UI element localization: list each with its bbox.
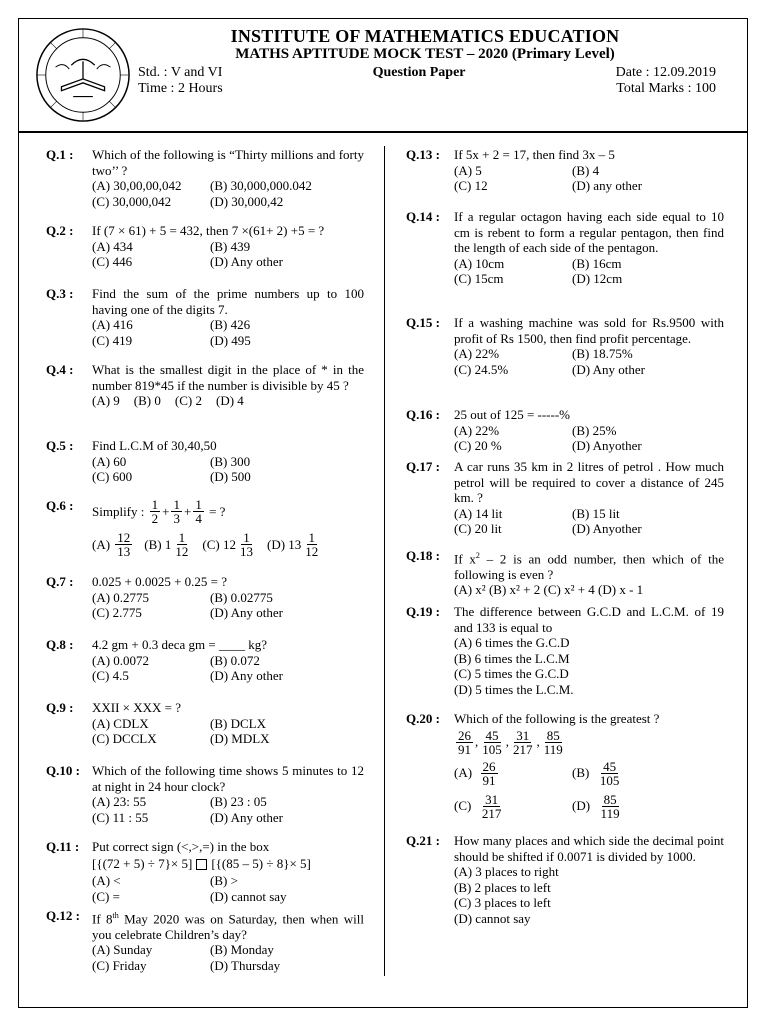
question-18	[406, 548, 724, 604]
option-b: (B) 0.072	[210, 652, 260, 668]
column-divider	[384, 146, 385, 976]
option-d: (D) Any other	[572, 361, 645, 377]
option-c: (C) 20 %	[454, 438, 502, 453]
question-number: Q.10 :	[46, 763, 80, 778]
option-d: (D) cannot say	[454, 910, 531, 926]
options	[92, 454, 364, 485]
option-c: (C) 446	[92, 254, 133, 269]
operator: +	[162, 503, 170, 519]
question-text: If a washing machine was sold for Rs.9500 with profit of Rs 1500, then find profit percentage.	[454, 315, 724, 346]
option-a: (A) $\frac{12}{13}$	[92, 530, 131, 559]
option-d: (D) Any other	[210, 809, 283, 825]
option-a: (A) 0.0072	[92, 652, 150, 668]
option-c: (C) 20 lit	[454, 521, 502, 536]
option-a: (A) 434	[92, 238, 133, 254]
option-b: (B) 25%	[572, 422, 617, 438]
option-a: (A) $\frac{26}{91}$	[454, 758, 496, 788]
question-1	[46, 147, 364, 223]
option-a: (A) 0.2775	[92, 589, 150, 605]
option-a: (A) 10cm	[454, 255, 505, 271]
question-number: Q.7 :	[46, 574, 74, 589]
option-a: (A) CDLX	[92, 715, 149, 731]
question-3	[46, 286, 364, 362]
options	[92, 942, 364, 973]
question-11	[46, 839, 364, 908]
fraction-list: $\frac{26}{91}$ , $\frac{45}{105}$ , $\frac{31}{217}$ , $\frac{85}{119}$	[458, 727, 563, 757]
option-a: (A) 6 times the G.C.D	[454, 635, 570, 650]
question-number: Q.5 :	[46, 438, 74, 453]
options	[454, 760, 724, 820]
question-text: Which of the following is the greatest ?	[454, 711, 660, 726]
options	[92, 716, 364, 747]
operator: +	[183, 503, 192, 519]
question-text: 4.2 gm + 0.3 deca gm = ____ kg?	[92, 637, 267, 652]
options	[92, 393, 364, 409]
options	[92, 531, 364, 558]
header-divider	[18, 131, 748, 133]
option-c: (C) 5 times the G.C.D	[454, 666, 569, 681]
question-text: Which of the following is “Thirty millions and forty two’’ ?	[92, 147, 364, 178]
question-text: Find the sum of the prime numbers up to 100 having one of the digits 7.	[92, 286, 364, 317]
option-b: (B) 18.75%	[572, 346, 633, 361]
option-a: (A) 5	[454, 162, 482, 178]
option-d: (D) 500	[210, 469, 251, 484]
question-text: If 5x + 2 = 17, then find 3x – 5	[454, 147, 615, 162]
question-text: Find L.C.M of 30,40,50	[92, 438, 217, 453]
option-c: (C) DCCLX	[92, 731, 157, 746]
question-19	[406, 604, 724, 711]
option-d: (D) 4	[215, 393, 244, 408]
option-a: (A) 22%	[454, 422, 500, 438]
option-b: (B) DCLX	[210, 715, 266, 731]
question-8	[46, 637, 364, 700]
option-b: (B) 439	[210, 238, 251, 254]
question-6	[46, 498, 364, 574]
option-c: (C) 4.5	[92, 668, 129, 683]
institute-name: INSTITUTE OF MATHEMATICS EDUCATION	[230, 26, 620, 46]
question-2	[46, 223, 364, 286]
option-b: (B) 300	[210, 453, 251, 469]
options	[92, 590, 364, 621]
options	[92, 653, 364, 684]
time-label: Time : 2 Hours	[138, 81, 223, 96]
question-text: Put correct sign (<,>,=) in the box	[92, 839, 270, 854]
option-a: (A) 22%	[454, 346, 500, 361]
question-number: Q.8 :	[46, 637, 74, 652]
option-d: (D) Any other	[210, 254, 283, 269]
option-b: (B) $\frac{45}{105}$	[572, 758, 620, 788]
option-a: (A) 30,00,00,042	[92, 178, 182, 193]
option-b: (B) 1 $\frac{1}{12}$	[144, 530, 189, 559]
option-a: (A) 416	[92, 317, 133, 332]
question-16	[406, 407, 724, 459]
question-number: Q.13 :	[406, 147, 440, 162]
options: (A) x² (B) x² + 2 (C) x² + 4 (D) x - 1	[454, 582, 644, 598]
question-text: XXII × XXX = ?	[92, 700, 182, 715]
question-text: The difference between G.C.D and L.C.M. of 19 and 133 is equal to	[454, 604, 724, 635]
question-number: Q.1 :	[46, 147, 74, 162]
question-14	[406, 209, 724, 315]
header-row-1	[138, 65, 716, 81]
option-c: (C) 15cm	[454, 271, 504, 286]
options	[92, 178, 364, 209]
option-d: (D) cannot say	[210, 888, 287, 904]
options	[454, 864, 724, 926]
option-d: (D) Any other	[210, 605, 283, 620]
comparison-expression	[92, 856, 364, 872]
options	[454, 346, 724, 377]
options	[454, 423, 724, 454]
option-a: (A) 9	[92, 393, 120, 408]
question-number: Q.16 :	[406, 407, 440, 422]
question-number: Q.12 :	[46, 908, 80, 923]
option-b: (B) 426	[210, 317, 251, 332]
option-c: (C) 24.5%	[454, 361, 509, 377]
option-a: (A) 60	[92, 453, 127, 469]
option-b: (B) Monday	[210, 942, 274, 958]
question-20	[406, 711, 724, 833]
header-row-2	[138, 81, 716, 97]
question-number: Q.4 :	[46, 362, 74, 377]
option-d: (D) Any other	[210, 668, 283, 683]
question-7	[46, 574, 364, 637]
option-b: (B) 30,000,000.042	[210, 178, 312, 193]
option-c: (C) 30,000,042	[92, 193, 172, 209]
option-d: (D) 30,000,42	[210, 193, 284, 209]
options	[92, 794, 364, 825]
question-text: If 8th May 2020 was on Saturday, then when will you celebrate Children’s day?	[92, 911, 364, 942]
option-d: (D) $\frac{85}{119}$	[572, 791, 620, 821]
option-c: (C) 12	[454, 178, 488, 193]
fraction: $\frac{1}{3}$	[173, 497, 180, 526]
paper-label: Question Paper	[372, 65, 466, 80]
option-a: (A) <	[92, 873, 121, 888]
blank-box-icon	[196, 859, 207, 870]
option-d: (D) Anyother	[572, 521, 642, 536]
options	[454, 635, 724, 697]
options	[454, 256, 724, 287]
right-expression: [{(85 – 5) ÷ 8}× 5]	[211, 855, 311, 871]
equals-label: = ?	[209, 503, 226, 519]
option-c: (C) 2.775	[92, 605, 142, 620]
question-number: Q.2 :	[46, 223, 74, 238]
option-c: (C) 11 : 55	[92, 809, 149, 825]
question-13	[406, 147, 724, 209]
date-label: Date : 12.09.2019	[615, 65, 716, 80]
option-d: (D) any other	[572, 178, 643, 193]
option-b: (B) 15 lit	[572, 505, 620, 521]
question-text: What is the smallest digit in the place of * in the number 819*45 if the number is divisible by 45 ?	[92, 362, 364, 393]
option-d: (D) Anyother	[572, 438, 642, 453]
fraction: $\frac{1}{4}$	[195, 497, 202, 526]
option-d: (D) 495	[210, 332, 251, 348]
question-number: Q.6 :	[46, 498, 74, 513]
option-b: (B) 0	[133, 393, 161, 408]
question-text: If $x^2 - 2$ is an odd number, then which of the following is even ?	[454, 551, 724, 582]
question-number: Q.11 :	[46, 839, 80, 854]
option-c: (C) =	[92, 888, 120, 904]
question-text: 25 out of 125 = -----%	[454, 407, 570, 422]
option-d: (D) 13 $\frac{1}{12}$	[266, 530, 319, 559]
question-expression	[92, 498, 364, 525]
option-c: (C) 600	[92, 469, 133, 484]
option-b: (B) 6 times the L.C.M	[454, 650, 570, 666]
question-number: Q.21 :	[406, 833, 440, 848]
option-a: (A) 23: 55	[92, 794, 147, 809]
option-a: (A) 3 places to right	[454, 864, 559, 879]
question-number: Q.18 :	[406, 548, 440, 563]
question-9	[46, 700, 364, 763]
question-21	[406, 833, 724, 926]
option-c: (C) 419	[92, 332, 133, 348]
question-text: How many places and which side the decimal point should be shifted if 0.0071 is divided by 1000.	[454, 833, 724, 864]
question-number: Q.9 :	[46, 700, 74, 715]
option-b: (B) 23 : 05	[210, 794, 267, 809]
option-b: (B) 0.02775	[210, 589, 273, 605]
question-4	[46, 362, 364, 438]
option-c: (C) $\frac{31}{217}$	[454, 791, 502, 821]
test-name: MATHS APTITUDE MOCK TEST – 2020 (Primary Level)	[235, 46, 615, 62]
standard-label: Std. : V and VI	[138, 65, 223, 80]
question-number: Q.17 :	[406, 459, 440, 474]
option-c: (C) 12 $\frac{1}{13}$	[202, 530, 253, 559]
question-10	[46, 763, 364, 839]
options	[454, 506, 724, 537]
left-expression: [{(72 + 5) ÷ 7}× 5]	[92, 855, 193, 871]
right-column	[406, 147, 724, 926]
options	[92, 317, 364, 348]
fraction: $\frac{1}{2}$	[151, 497, 159, 526]
question-5	[46, 438, 364, 498]
simplify-label: Simplify :	[92, 503, 145, 519]
question-text: If (7 × 61) + 5 = 432, then 7 ×(61+ 2) +5 = ?	[92, 223, 325, 238]
options	[92, 873, 364, 904]
option-b: (B) >	[210, 873, 238, 888]
question-12	[46, 908, 364, 973]
option-b: (B) 16cm	[572, 255, 622, 271]
question-17	[406, 459, 724, 548]
option-d: (D) 12cm	[572, 271, 623, 286]
question-number: Q.15 :	[406, 315, 440, 330]
option-c: (C) Friday	[92, 957, 147, 973]
question-text: 0.025 + 0.0025 + 0.25 = ?	[92, 574, 228, 589]
option-d: (D) Thursday	[210, 957, 281, 973]
option-b: (B) 4	[572, 162, 600, 178]
option-d: (D) MDLX	[210, 731, 270, 746]
option-c: (C) 3 places to left	[454, 895, 551, 910]
question-text: Which of the following time shows 5 minutes to 12 at night in 24 hour clock?	[92, 763, 364, 794]
option-c: (C) 2	[174, 393, 202, 408]
options	[92, 239, 364, 270]
question-text: A car runs 35 km in 2 litres of petrol . How much petrol will be required to cover a distance of 245 km. ?	[454, 459, 724, 505]
options	[454, 163, 724, 194]
question-text: If a regular octagon having each side equal to 10 cm is rebent to form a regular pentagon, then find the length of each side of the pentagon.	[454, 209, 724, 255]
question-number: Q.14 :	[406, 209, 440, 224]
institute-seal-icon	[34, 26, 132, 124]
left-column	[46, 147, 364, 973]
question-15	[406, 315, 724, 407]
option-a: (A) 14 lit	[454, 505, 503, 521]
question-number: Q.20 :	[406, 711, 440, 726]
marks-label: Total Marks : 100	[616, 81, 716, 96]
option-d: (D) 5 times the L.C.M.	[454, 681, 574, 697]
option-b: (B) 2 places to left	[454, 879, 551, 895]
question-number: Q.19 :	[406, 604, 440, 619]
question-number: Q.3 :	[46, 286, 74, 301]
option-a: (A) Sunday	[92, 942, 153, 958]
